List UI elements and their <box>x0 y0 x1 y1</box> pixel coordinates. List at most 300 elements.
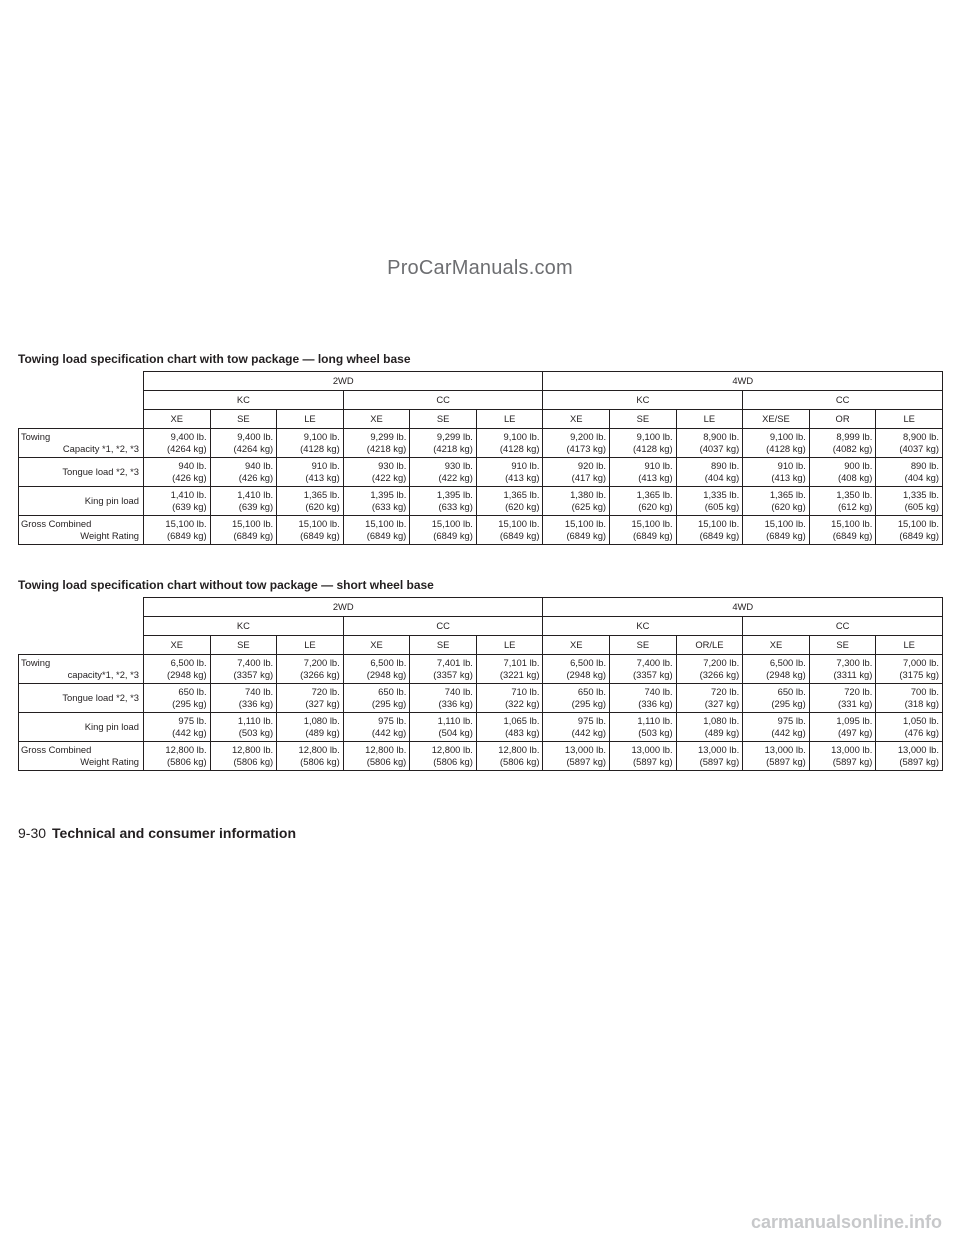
value-cell <box>210 487 277 516</box>
value-kg: (422 kg) <box>371 472 407 483</box>
value-lb: 1,350 lb. <box>836 489 873 500</box>
value-lb: 1,410 lb. <box>170 489 207 500</box>
value-lb: 975 lb. <box>378 715 407 726</box>
value-lb: 13,000 lb. <box>897 744 939 755</box>
value-kg: (5897 kg) <box>699 756 740 767</box>
value-lb: 15,100 lb. <box>631 518 673 529</box>
value-cell <box>476 516 543 545</box>
value-kg: (5897 kg) <box>899 756 939 767</box>
value-cell <box>410 458 477 487</box>
value-cell <box>876 487 943 516</box>
header-cab-cc: CC <box>343 617 543 636</box>
value-lb: 9,100 lb. <box>636 431 673 442</box>
value-kg: (295 kg) <box>371 698 407 709</box>
value-lb: 13,000 lb. <box>631 744 673 755</box>
value-lb: 6,500 lb. <box>370 657 407 668</box>
value-cell <box>476 487 543 516</box>
value-lb: 1,065 lb. <box>503 715 540 726</box>
value-cell <box>809 487 876 516</box>
value-lb: 12,800 lb. <box>498 744 540 755</box>
towing-spec-table-long-wheelbase <box>18 371 943 545</box>
value-cell <box>476 429 543 458</box>
header-trim: SE <box>410 636 477 655</box>
value-kg: (4218 kg) <box>433 443 473 454</box>
towing-spec-table-short-wheelbase <box>18 597 943 771</box>
value-cell <box>610 684 677 713</box>
value-kg: (639 kg) <box>172 501 207 512</box>
table-1-title: Towing load specification chart with tow package — long wheel base <box>18 352 411 366</box>
value-kg: (4264 kg) <box>166 443 207 454</box>
value-lb: 910 lb. <box>644 460 673 471</box>
value-cell <box>610 655 677 684</box>
value-cell <box>809 742 876 771</box>
value-kg: (3357 kg) <box>633 669 673 680</box>
value-cell <box>476 458 543 487</box>
value-kg: (605 kg) <box>904 501 939 512</box>
value-cell <box>277 458 344 487</box>
value-lb: 720 lb. <box>311 686 340 697</box>
value-cell <box>476 684 543 713</box>
value-cell <box>610 713 677 742</box>
value-lb: 740 lb. <box>245 686 274 697</box>
value-lb: 975 lb. <box>178 715 207 726</box>
value-cell <box>343 429 410 458</box>
value-lb: 13,000 lb. <box>764 744 806 755</box>
value-lb: 1,095 lb. <box>836 715 873 726</box>
value-kg: (404 kg) <box>704 472 740 483</box>
value-cell <box>543 458 610 487</box>
table-row <box>19 458 943 487</box>
header-trim: LE <box>476 636 543 655</box>
header-drive-2wd: 2WD <box>144 372 543 391</box>
value-kg: (6849 kg) <box>233 530 274 541</box>
value-kg: (442 kg) <box>571 727 607 738</box>
value-cell <box>476 655 543 684</box>
header-trim: SE <box>210 410 277 429</box>
value-cell <box>144 458 211 487</box>
value-kg: (3311 kg) <box>833 669 873 680</box>
value-kg: (322 kg) <box>505 698 540 709</box>
value-lb: 8,900 lb. <box>703 431 740 442</box>
value-kg: (408 kg) <box>837 472 873 483</box>
table-row <box>19 655 943 684</box>
value-cell <box>343 516 410 545</box>
row-label <box>19 429 144 458</box>
value-kg: (605 kg) <box>704 501 740 512</box>
value-kg: (503 kg) <box>238 727 274 738</box>
header-cab-kc: KC <box>144 391 344 410</box>
value-kg: (6849 kg) <box>766 530 806 541</box>
value-cell <box>743 713 810 742</box>
header-trim: SE <box>410 410 477 429</box>
value-lb: 1,050 lb. <box>903 715 939 726</box>
value-kg: (3266 kg) <box>300 669 340 680</box>
value-lb: 1,110 lb. <box>437 715 473 726</box>
value-cell <box>277 684 344 713</box>
value-cell <box>277 516 344 545</box>
table-row <box>19 429 943 458</box>
value-kg: (3357 kg) <box>433 669 473 680</box>
table-row <box>19 487 943 516</box>
watermark-carmanualsonline: carmanualsonline.info <box>750 1212 942 1232</box>
value-cell <box>610 487 677 516</box>
row-label <box>19 655 144 684</box>
value-kg: (331 kg) <box>837 698 873 709</box>
row-label-line-2: Capacity *1, *2, *3 <box>62 443 139 454</box>
value-cell <box>743 487 810 516</box>
value-kg: (4037 kg) <box>699 443 740 454</box>
value-lb: 13,000 lb. <box>831 744 873 755</box>
value-lb: 9,100 lb. <box>769 431 806 442</box>
header-cab-kc: KC <box>543 617 743 636</box>
value-cell <box>144 742 211 771</box>
value-cell <box>210 516 277 545</box>
page-number: 9-30 <box>18 825 47 841</box>
value-cell <box>476 742 543 771</box>
value-lb: 15,100 lb. <box>365 518 407 529</box>
table-2-title: Towing load specification chart without tow package — short wheel base <box>18 578 434 592</box>
value-kg: (497 kg) <box>837 727 873 738</box>
value-cell <box>277 655 344 684</box>
value-lb: 6,500 lb. <box>170 657 207 668</box>
value-cell <box>410 429 477 458</box>
value-lb: 15,100 lb. <box>431 518 473 529</box>
value-cell <box>676 516 743 545</box>
table-row <box>19 742 943 771</box>
value-cell <box>277 429 344 458</box>
value-kg: (413 kg) <box>505 472 540 483</box>
header-corner <box>19 372 144 429</box>
value-kg: (5806 kg) <box>499 756 540 767</box>
value-cell <box>210 742 277 771</box>
row-label <box>19 487 144 516</box>
value-cell <box>676 655 743 684</box>
value-cell <box>343 655 410 684</box>
value-lb: 650 lb. <box>577 686 607 697</box>
header-trim: LE <box>876 636 943 655</box>
value-kg: (6849 kg) <box>366 530 407 541</box>
header-trim: SE <box>809 636 876 655</box>
value-kg: (6849 kg) <box>499 530 540 541</box>
value-lb: 940 lb. <box>178 460 207 471</box>
value-cell <box>343 458 410 487</box>
row-label <box>19 516 144 545</box>
value-kg: (2948 kg) <box>166 669 207 680</box>
value-cell <box>476 713 543 742</box>
value-kg: (295 kg) <box>771 698 806 709</box>
value-lb: 900 lb. <box>844 460 873 471</box>
value-lb: 1,365 lb. <box>503 489 540 500</box>
value-cell <box>543 713 610 742</box>
value-kg: (4128 kg) <box>300 443 340 454</box>
value-kg: (2948 kg) <box>366 669 407 680</box>
value-lb: 700 lb. <box>910 686 939 697</box>
value-lb: 6,500 lb. <box>570 657 607 668</box>
value-kg: (6849 kg) <box>433 530 473 541</box>
value-cell <box>809 655 876 684</box>
value-lb: 9,400 lb. <box>237 431 274 442</box>
header-drive-2wd: 2WD <box>144 598 543 617</box>
value-lb: 650 lb. <box>378 686 407 697</box>
header-trim: XE <box>144 410 211 429</box>
value-cell <box>210 684 277 713</box>
value-lb: 650 lb. <box>178 686 207 697</box>
row-label-line-1: King pin load <box>84 721 139 732</box>
value-lb: 930 lb. <box>378 460 407 471</box>
row-label-line-1: King pin load <box>84 495 139 506</box>
value-lb: 890 lb. <box>711 460 740 471</box>
row-label-line-1: Towing <box>21 657 51 668</box>
value-kg: (413 kg) <box>305 472 340 483</box>
value-kg: (6849 kg) <box>899 530 939 541</box>
value-kg: (620 kg) <box>638 501 673 512</box>
value-kg: (295 kg) <box>172 698 207 709</box>
header-trim: XE <box>343 410 410 429</box>
value-kg: (5806 kg) <box>233 756 274 767</box>
value-cell <box>809 516 876 545</box>
value-cell <box>876 742 943 771</box>
value-lb: 15,100 lb. <box>498 518 540 529</box>
table-row <box>19 516 943 545</box>
row-label-line-1: Gross Combined <box>21 518 92 529</box>
value-cell <box>543 655 610 684</box>
value-lb: 1,335 lb. <box>903 489 939 500</box>
value-lb: 1,080 lb. <box>703 715 740 726</box>
value-cell <box>809 713 876 742</box>
value-kg: (625 kg) <box>571 501 607 512</box>
row-label-line-1: Tongue load *2, *3 <box>62 466 139 477</box>
value-lb: 15,100 lb. <box>698 518 740 529</box>
value-cell <box>210 713 277 742</box>
value-kg: (295 kg) <box>571 698 607 709</box>
value-lb: 1,380 lb. <box>570 489 607 500</box>
value-kg: (503 kg) <box>638 727 673 738</box>
value-kg: (620 kg) <box>505 501 540 512</box>
value-kg: (5806 kg) <box>433 756 473 767</box>
value-kg: (2948 kg) <box>566 669 607 680</box>
header-cab-kc: KC <box>144 617 344 636</box>
header-trim: OR/LE <box>676 636 743 655</box>
value-cell <box>743 742 810 771</box>
value-lb: 6,500 lb. <box>769 657 806 668</box>
value-lb: 1,110 lb. <box>237 715 274 726</box>
value-kg: (633 kg) <box>438 501 473 512</box>
value-kg: (5897 kg) <box>766 756 806 767</box>
value-cell <box>676 458 743 487</box>
row-label-line-2: Weight Rating <box>80 530 139 541</box>
value-cell <box>743 655 810 684</box>
value-cell <box>876 458 943 487</box>
value-lb: 8,900 lb. <box>903 431 939 442</box>
row-label <box>19 458 144 487</box>
value-lb: 15,100 lb. <box>298 518 340 529</box>
value-cell <box>343 742 410 771</box>
value-cell <box>410 684 477 713</box>
value-lb: 12,800 lb. <box>165 744 207 755</box>
value-kg: (6849 kg) <box>166 530 207 541</box>
value-kg: (5897 kg) <box>566 756 607 767</box>
header-trim: LE <box>277 410 344 429</box>
value-cell <box>809 684 876 713</box>
value-kg: (4037 kg) <box>899 443 939 454</box>
value-cell <box>610 742 677 771</box>
value-lb: 7,400 lb. <box>237 657 274 668</box>
value-lb: 15,100 lb. <box>564 518 607 529</box>
value-kg: (483 kg) <box>505 727 540 738</box>
value-kg: (327 kg) <box>305 698 340 709</box>
header-trim: LE <box>476 410 543 429</box>
value-kg: (3266 kg) <box>699 669 740 680</box>
value-lb: 15,100 lb. <box>764 518 806 529</box>
value-cell <box>410 487 477 516</box>
value-kg: (6849 kg) <box>633 530 673 541</box>
value-lb: 1,365 lb. <box>303 489 340 500</box>
value-kg: (413 kg) <box>638 472 673 483</box>
value-lb: 7,400 lb. <box>636 657 673 668</box>
value-cell <box>144 429 211 458</box>
value-lb: 650 lb. <box>777 686 806 697</box>
value-cell <box>876 429 943 458</box>
value-kg: (6849 kg) <box>699 530 740 541</box>
header-row-cab <box>19 617 943 636</box>
value-kg: (4264 kg) <box>233 443 274 454</box>
value-lb: 12,800 lb. <box>365 744 407 755</box>
value-lb: 1,080 lb. <box>303 715 340 726</box>
header-row-trim <box>19 636 943 655</box>
page-footer <box>18 825 296 841</box>
header-corner <box>19 598 144 655</box>
chapter-title: Technical and consumer information <box>52 825 297 841</box>
value-kg: (2948 kg) <box>766 669 806 680</box>
value-cell <box>809 429 876 458</box>
value-kg: (4128 kg) <box>499 443 540 454</box>
watermark-procarmanuals: ProCarManuals.com <box>387 257 573 279</box>
header-trim: XE <box>543 410 610 429</box>
value-cell <box>543 742 610 771</box>
value-kg: (4218 kg) <box>366 443 407 454</box>
row-label <box>19 742 144 771</box>
value-kg: (489 kg) <box>704 727 740 738</box>
value-kg: (426 kg) <box>238 472 274 483</box>
value-kg: (442 kg) <box>172 727 207 738</box>
header-trim: SE <box>610 636 677 655</box>
header-trim: XE <box>144 636 211 655</box>
value-kg: (422 kg) <box>438 472 473 483</box>
value-kg: (5806 kg) <box>166 756 207 767</box>
value-cell <box>676 487 743 516</box>
value-lb: 1,365 lb. <box>769 489 806 500</box>
row-label <box>19 713 144 742</box>
value-lb: 1,395 lb. <box>370 489 407 500</box>
value-cell <box>743 516 810 545</box>
value-cell <box>343 684 410 713</box>
header-cab-cc: CC <box>743 391 943 410</box>
value-kg: (404 kg) <box>904 472 939 483</box>
value-lb: 910 lb. <box>311 460 340 471</box>
value-lb: 7,200 lb. <box>303 657 340 668</box>
value-kg: (6849 kg) <box>300 530 340 541</box>
value-kg: (5806 kg) <box>300 756 340 767</box>
value-cell <box>543 684 610 713</box>
value-kg: (3175 kg) <box>899 669 939 680</box>
value-kg: (3221 kg) <box>499 669 540 680</box>
value-cell <box>543 429 610 458</box>
header-cab-kc: KC <box>543 391 743 410</box>
value-cell <box>543 487 610 516</box>
header-cab-cc: CC <box>743 617 943 636</box>
value-lb: 7,401 lb. <box>436 657 473 668</box>
value-kg: (620 kg) <box>771 501 806 512</box>
row-label-line-2: capacity*1, *2, *3 <box>67 669 139 680</box>
value-lb: 9,100 lb. <box>503 431 540 442</box>
header-trim: XE/SE <box>743 410 810 429</box>
value-cell <box>610 429 677 458</box>
value-cell <box>743 458 810 487</box>
table-row <box>19 713 943 742</box>
value-kg: (4173 kg) <box>566 443 607 454</box>
value-kg: (336 kg) <box>238 698 274 709</box>
row-label-line-1: Towing <box>21 431 51 442</box>
value-kg: (612 kg) <box>837 501 873 512</box>
value-cell <box>743 429 810 458</box>
value-lb: 9,400 lb. <box>170 431 207 442</box>
value-lb: 9,299 lb. <box>370 431 407 442</box>
value-cell <box>410 655 477 684</box>
value-lb: 12,800 lb. <box>431 744 473 755</box>
header-trim: OR <box>809 410 876 429</box>
header-trim: SE <box>210 636 277 655</box>
value-kg: (413 kg) <box>771 472 806 483</box>
value-cell <box>410 742 477 771</box>
value-lb: 1,110 lb. <box>637 715 673 726</box>
value-lb: 15,100 lb. <box>831 518 873 529</box>
value-cell <box>876 516 943 545</box>
value-kg: (489 kg) <box>305 727 340 738</box>
value-cell <box>144 487 211 516</box>
value-cell <box>277 742 344 771</box>
value-cell <box>144 655 211 684</box>
value-cell <box>210 429 277 458</box>
value-lb: 975 lb. <box>777 715 806 726</box>
value-lb: 920 lb. <box>577 460 607 471</box>
row-label-line-1: Tongue load *2, *3 <box>62 692 139 703</box>
value-lb: 7,101 lb. <box>503 657 540 668</box>
value-kg: (5897 kg) <box>633 756 673 767</box>
value-cell <box>343 713 410 742</box>
header-row-drive <box>19 372 943 391</box>
value-cell <box>543 516 610 545</box>
value-lb: 910 lb. <box>777 460 806 471</box>
header-trim: LE <box>277 636 344 655</box>
value-lb: 930 lb. <box>444 460 473 471</box>
value-cell <box>876 655 943 684</box>
value-kg: (633 kg) <box>371 501 407 512</box>
value-cell <box>210 655 277 684</box>
value-kg: (6849 kg) <box>832 530 873 541</box>
value-lb: 9,200 lb. <box>570 431 607 442</box>
value-cell <box>343 487 410 516</box>
value-lb: 720 lb. <box>844 686 873 697</box>
value-lb: 910 lb. <box>511 460 540 471</box>
value-kg: (4082 kg) <box>832 443 873 454</box>
value-lb: 9,299 lb. <box>436 431 473 442</box>
value-cell <box>743 684 810 713</box>
value-lb: 7,300 lb. <box>836 657 873 668</box>
value-lb: 1,395 lb. <box>436 489 473 500</box>
header-trim: LE <box>676 410 743 429</box>
header-trim: XE <box>543 636 610 655</box>
value-kg: (4128 kg) <box>766 443 806 454</box>
